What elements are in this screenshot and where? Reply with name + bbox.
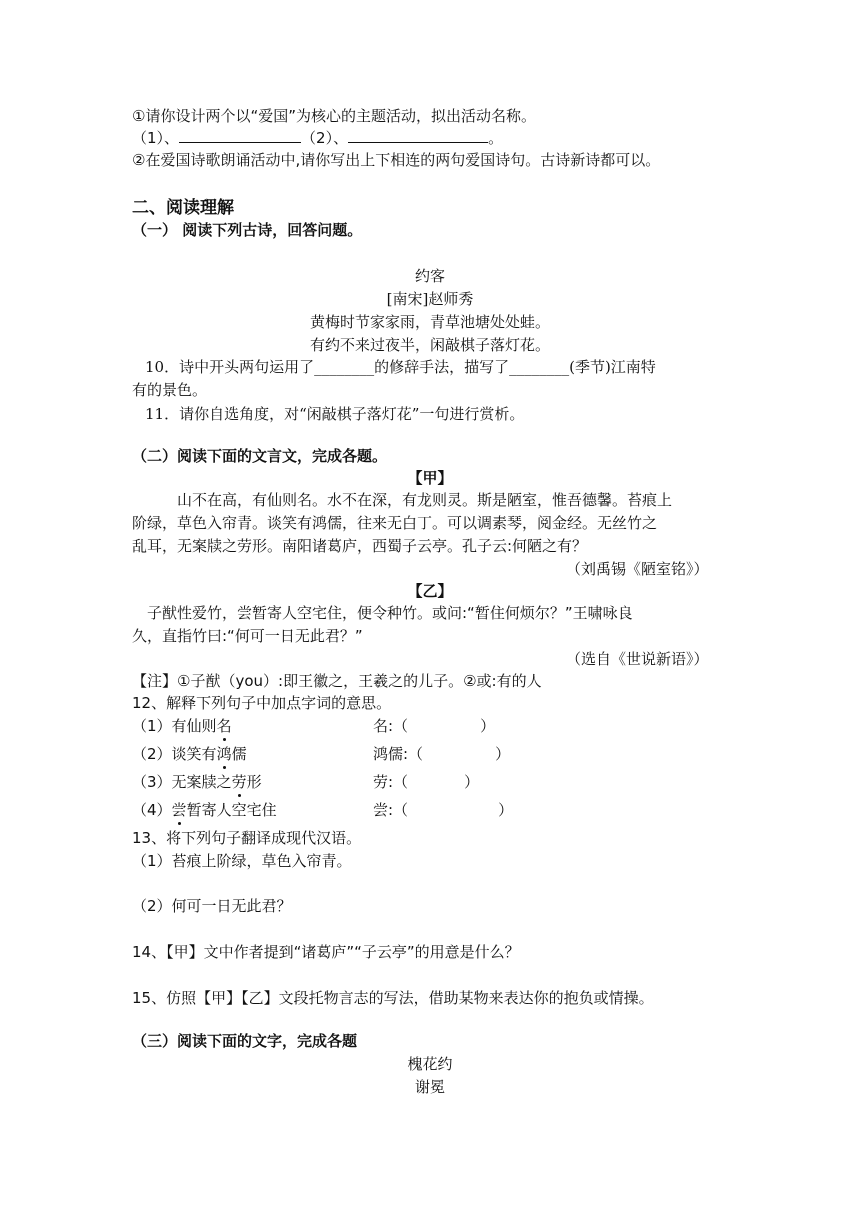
- q12-answer-1[interactable]: [373, 715, 495, 737]
- activity-question-1: ①请你设计两个以“爱国”为核心的主题活动，拟出活动名称。: [132, 107, 536, 125]
- poem-title: 约客: [414, 267, 445, 285]
- question-13-part-2: （2）何可一日无此君？: [132, 897, 292, 915]
- poem-author: [南宋]赵师秀: [386, 290, 474, 308]
- question-10-line-1: 10．诗中开头两句运用了________的修辞手法，描写了________(季节)江南特: [145, 358, 656, 376]
- dotted-word: 尝: [171, 801, 187, 819]
- item-text: 有仙则: [171, 717, 217, 735]
- q12-item-4: [132, 799, 277, 821]
- part3-heading: （三）阅读下面的文字，完成各题: [132, 1032, 358, 1050]
- jia-text-line-2: 阶绿，草色入帘青。谈笑有鸿儒，往来无白丁。可以调素琴，阅金经。无丝竹之: [132, 514, 658, 532]
- blank-end-mark: 。: [488, 129, 504, 147]
- q12-item-1: [132, 715, 232, 737]
- question-10-line-2: 有的景色。: [132, 381, 208, 399]
- question-13-part-1: （1）苔痕上阶绿，草色入帘青。: [132, 852, 352, 870]
- answer-close: ）: [495, 745, 511, 763]
- answer-blank-2[interactable]: [348, 127, 488, 143]
- item-text: 无案牍之: [171, 773, 232, 791]
- dotted-word: 鸿: [216, 745, 232, 763]
- yi-text-line-1: 子猷性爱竹，尝暂寄人空宅住，便令种竹。或问:“暂住何烦尔？”王啸咏良: [147, 604, 633, 622]
- answer-word: 鸿儒:（: [373, 745, 424, 763]
- part1-heading: （一） 阅读下列古诗，回答问题。: [132, 221, 363, 239]
- q12-answer-2[interactable]: [373, 743, 510, 765]
- poem-line-1: 黄梅时节家家雨，青草池塘处处蛙。: [309, 313, 550, 331]
- jia-label: 【甲】: [407, 469, 453, 487]
- dotted-word: 劳: [231, 773, 247, 791]
- q12-item-2: [132, 743, 247, 765]
- dotted-word: 名: [216, 717, 232, 735]
- blank-1-label: （1）、: [132, 129, 180, 147]
- blank-2-label: （2）、: [301, 129, 349, 147]
- section-title: 二、阅读理解: [132, 198, 234, 218]
- part2-heading: （二）阅读下面的文言文，完成各题。: [132, 447, 388, 465]
- answer-blank-1[interactable]: [179, 127, 301, 143]
- question-13: 13、将下列句子翻译成现代汉语。: [132, 829, 362, 847]
- question-11: 11．请你自选角度，对“闲敲棋子落灯花”一句进行赏析。: [145, 405, 525, 423]
- jia-source: （刘禹锡《陋室铭》）: [566, 560, 709, 578]
- answer-word: 劳:（: [373, 773, 409, 791]
- q12-answer-3[interactable]: [373, 771, 479, 793]
- item-number: （1）: [132, 717, 172, 735]
- item-text: 儒: [231, 745, 247, 763]
- answer-close: ）: [464, 773, 480, 791]
- story-author: 谢冕: [414, 1078, 445, 1096]
- activity-answer-blanks: [132, 127, 503, 149]
- question-14: 14、【甲】文中作者提到“诸葛庐”“子云亭”的用意是什么？: [132, 943, 520, 961]
- yi-label: 【乙】: [407, 582, 453, 600]
- yi-text-line-2: 久，直指竹曰:“何可一日无此君？”: [132, 627, 363, 645]
- answer-word: 名:（: [373, 717, 409, 735]
- item-number: （3）: [132, 773, 172, 791]
- story-title: 槐花约: [407, 1055, 453, 1073]
- item-text: 谈笑有: [171, 745, 217, 763]
- item-text: 形: [246, 773, 262, 791]
- answer-close: ）: [498, 801, 514, 819]
- jia-text-line-3: 乱耳，无案牍之劳形。南阳诸葛庐，西蜀子云亭。孔子云:何陋之有？: [132, 537, 588, 555]
- poem-line-2: 有约不来过夜半，闲敲棋子落灯花。: [309, 336, 550, 354]
- q12-item-3: [132, 771, 262, 793]
- annotation-note: 【注】①子猷（you）:即王徽之，王羲之的儿子。②或:有的人: [132, 672, 542, 690]
- answer-word: 尝:（: [373, 801, 409, 819]
- activity-question-2: ②在爱国诗歌朗诵活动中,请你写出上下相连的两句爱国诗句。古诗新诗都可以。: [132, 151, 661, 169]
- q12-answer-4[interactable]: [373, 799, 513, 821]
- question-12: 12、解释下列句子中加点字词的意思。: [132, 694, 392, 712]
- answer-close: ）: [480, 717, 496, 735]
- jia-text-line-1: 山不在高，有仙则名。水不在深，有龙则灵。斯是陋室，惟吾德馨。苔痕上: [177, 491, 673, 509]
- yi-source: （选自《世说新语》）: [566, 650, 709, 668]
- question-15: 15、仿照【甲】【乙】文段托物言志的写法，借助某物来表达你的抱负或情操。: [132, 989, 654, 1007]
- item-number: （4）: [132, 801, 172, 819]
- item-text: 暂寄人空宅住: [186, 801, 277, 819]
- item-number: （2）: [132, 745, 172, 763]
